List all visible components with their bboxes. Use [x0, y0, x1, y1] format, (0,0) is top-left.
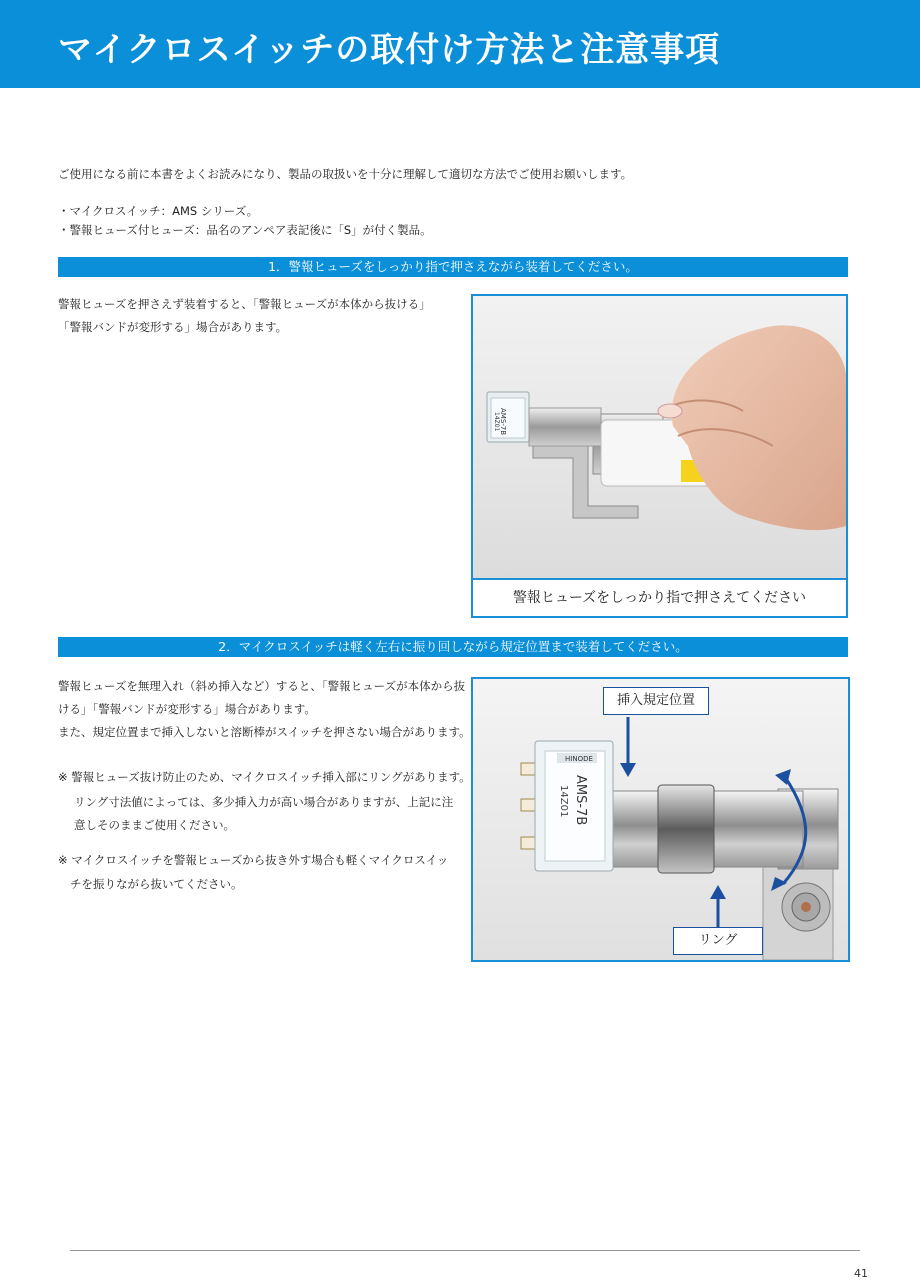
footer-divider [70, 1250, 860, 1251]
note-alarm-fuse: ・警報ヒューズ付ヒューズ：品名のアンペア表記後に「S」が付く製品。 [58, 223, 432, 237]
section2-note1-line: 意しそのままご使用ください。 [74, 818, 235, 832]
callout-insert-position: 挿入規定位置 [603, 687, 709, 715]
photo-switch-ring [473, 679, 848, 960]
section2-photo [471, 677, 850, 962]
switch-label: AMS-7B [573, 775, 588, 826]
switch-sublabel: 14Z01 [558, 785, 569, 818]
section2-line: ける」「警報バンドが変形する」場合があります。 [58, 702, 316, 716]
section1-line: 「警報バンドが変形する」場合があります。 [58, 320, 288, 334]
section1-photo-caption: 警報ヒューズをしっかり指で押さえてください [471, 578, 848, 618]
intro-text: ご使用になる前に本書をよくお読みになり、製品の取扱いを十分に理解して適切な方法でご使用お願いします。 [58, 167, 633, 181]
section1-line: 警報ヒューズを押さえず装着すると、「警報ヒューズが本体から抜ける」 [58, 297, 431, 311]
page-title: マイクロスイッチの取付け方法と注意事項 [58, 30, 721, 70]
section2-note2-line: ※ マイクロスイッチを警報ヒューズから抜き外す場合も軽くマイクロスイッ [58, 853, 449, 867]
section2-heading: 2．マイクロスイッチは軽く左右に振り回しながら規定位置まで装着してください。 [58, 637, 848, 657]
section2-line: 警報ヒューズを無理入れ（斜め挿入など）すると、「警報ヒューズが本体から抜 [58, 679, 466, 693]
switch-label: AMS-7B [499, 408, 507, 436]
section1-heading: 1．警報ヒューズをしっかり指で押さえながら装着してください。 [58, 257, 848, 277]
page-header [0, 0, 920, 88]
photo-hand-installing-fuse [473, 296, 846, 578]
callout-ring: リング [673, 927, 763, 955]
section1-photo [471, 294, 848, 580]
switch-brand: HINODE [565, 755, 593, 763]
section2-note2-line: チを振りながら抜いてください。 [70, 877, 243, 891]
section2-note1-line: ※ 警報ヒューズ抜け防止のため、マイクロスイッチ挿入部にリングがあります。 [58, 770, 471, 784]
page-number: 41 [854, 1267, 868, 1280]
switch-sublabel: 14Z01 [493, 412, 500, 432]
note-microswitch: ・マイクロスイッチ：AMS シリーズ。 [58, 204, 259, 218]
section2-note1-line: リング寸法値によっては、多少挿入力が高い場合がありますが、上記に注 [74, 795, 454, 809]
section2-line: また、規定位置まで挿入しないと溶断棒がスイッチを押さない場合があります。 [58, 725, 471, 739]
